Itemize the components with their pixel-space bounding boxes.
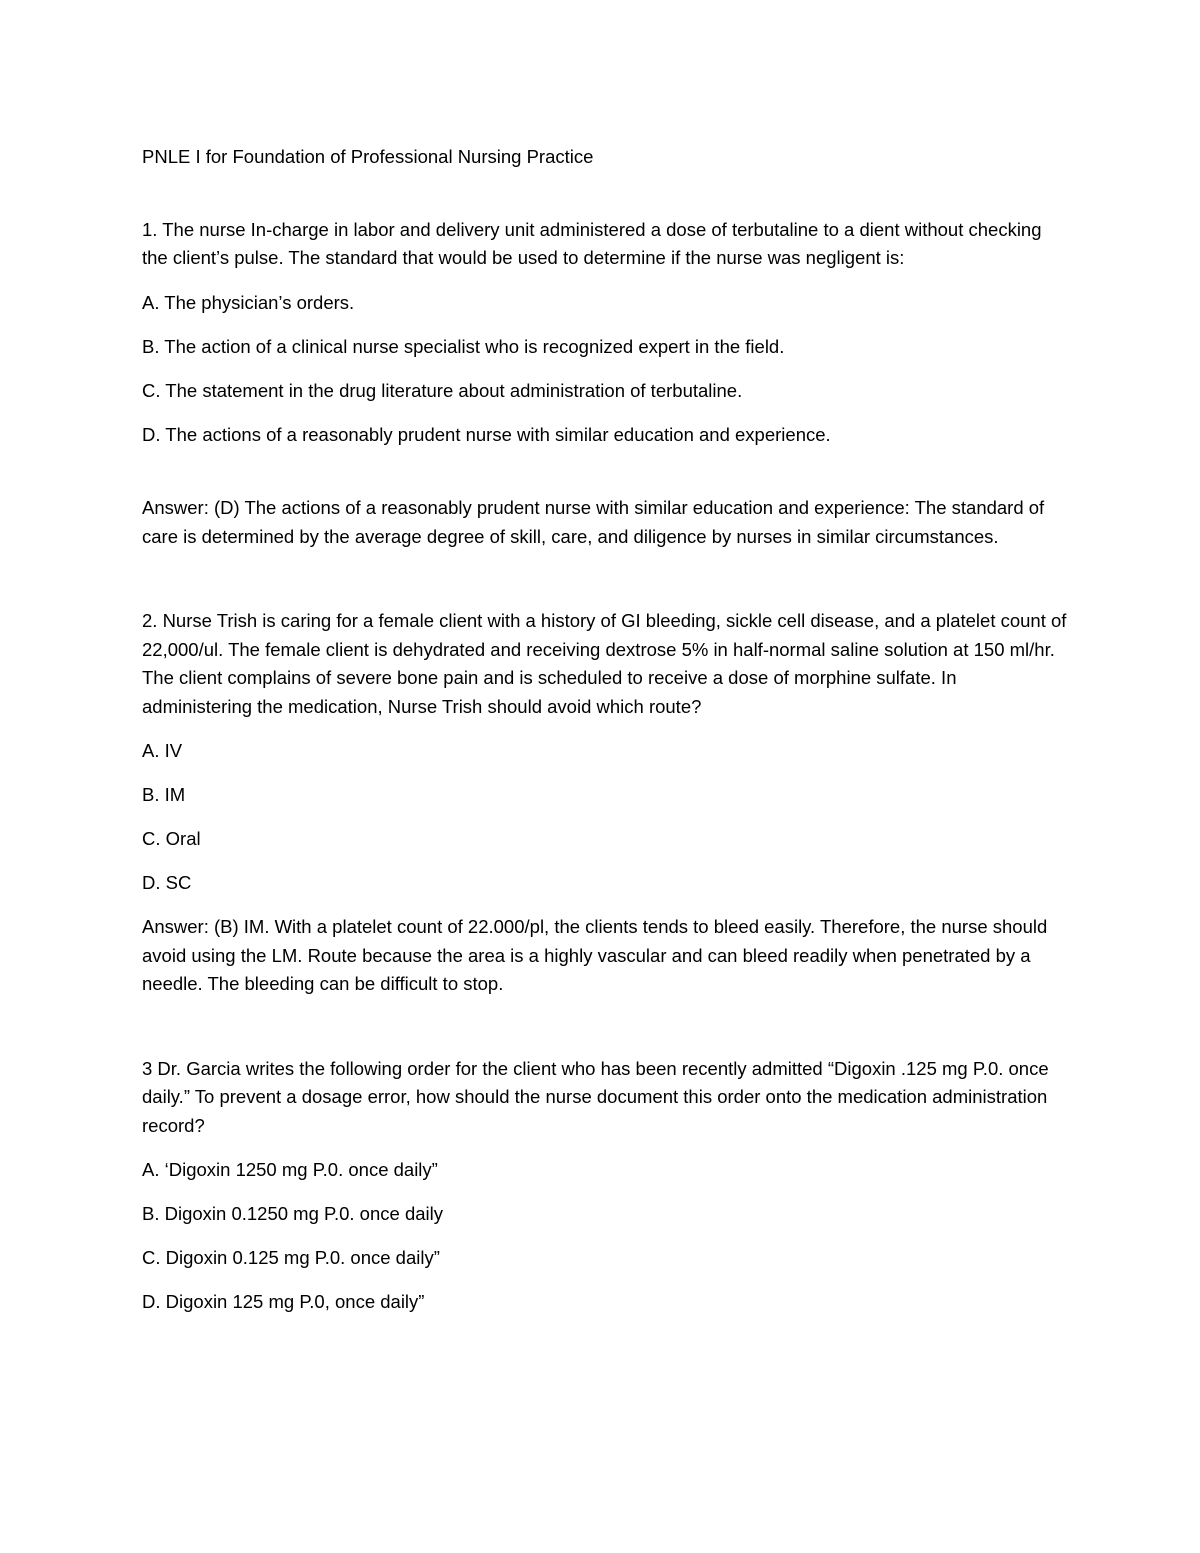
option-b: B. The action of a clinical nurse specialist who is recognized expert in the field. — [142, 335, 785, 357]
spacer — [142, 999, 1067, 1055]
option-d: D. SC — [142, 872, 192, 893]
document-body — [142, 143, 1067, 1332]
question-stem: 3 Dr. Garcia writes the following order for the client who has been recently admitted “Digoxin .125 mg P.0. once daily.” To prevent a dosage error, how should the nurse document this order onto the medication administration record? — [142, 1057, 1049, 1136]
spacer — [142, 551, 1067, 607]
question-2 — [142, 607, 1067, 999]
option-a: A. IV — [142, 740, 183, 761]
option-a: A. The physician’s orders. — [142, 291, 355, 313]
question-stem: 1. The nurse In-charge in labor and delivery unit administered a dose of terbutaline to a dient without checking the client’s pulse. The standard that would be used to determine if the nurse was negligent is: — [142, 218, 1042, 268]
answer-text: Answer: (D) The actions of a reasonably prudent nurse with similar education and experience: The standard of care is determined by the average degree of skill, care, and diligence by nurses in similar circumstances. — [142, 497, 1045, 547]
option-d: D. The actions of a reasonably prudent nurse with similar education and experience. — [142, 423, 831, 445]
question-stem: 2. Nurse Trish is caring for a female client with a history of GI bleeding, sickle cell disease, and a platelet count of 22,000/ul. The female client is dehydrated and receiving dextrose 5% in half-normal saline solution at 150 ml/hr. The client complains of severe bone pain and is scheduled to receive a dose of morphine sulfate. In administering the medication, Nurse Trish should avoid which route? — [142, 610, 1067, 717]
spacer — [142, 449, 1067, 494]
question-1 — [142, 216, 1067, 552]
option-d: D. Digoxin 125 mg P.0, once daily” — [142, 1291, 425, 1312]
option-b: B. IM — [142, 784, 186, 805]
answer-text: Answer: (B) IM. With a platelet count of 22.000/pl, the clients tends to bleed easily. Therefore, the nurse should avoid using the LM. Route because the area is a highly vascular and can bleed readily when penetrated by a needle. The bleeding can be difficult to stop. — [142, 916, 1048, 994]
option-a: A. ‘Digoxin 1250 mg P.0. once daily” — [142, 1159, 438, 1180]
option-c: C. Digoxin 0.125 mg P.0. once daily” — [142, 1247, 440, 1268]
document-title: PNLE I for Foundation of Professional Nursing Practice — [142, 146, 594, 167]
option-c: C. Oral — [142, 828, 201, 849]
option-c: C. The statement in the drug literature about administration of terbutaline. — [142, 379, 743, 401]
question-3 — [142, 1055, 1067, 1317]
option-b: B. Digoxin 0.1250 mg P.0. once daily — [142, 1203, 443, 1224]
